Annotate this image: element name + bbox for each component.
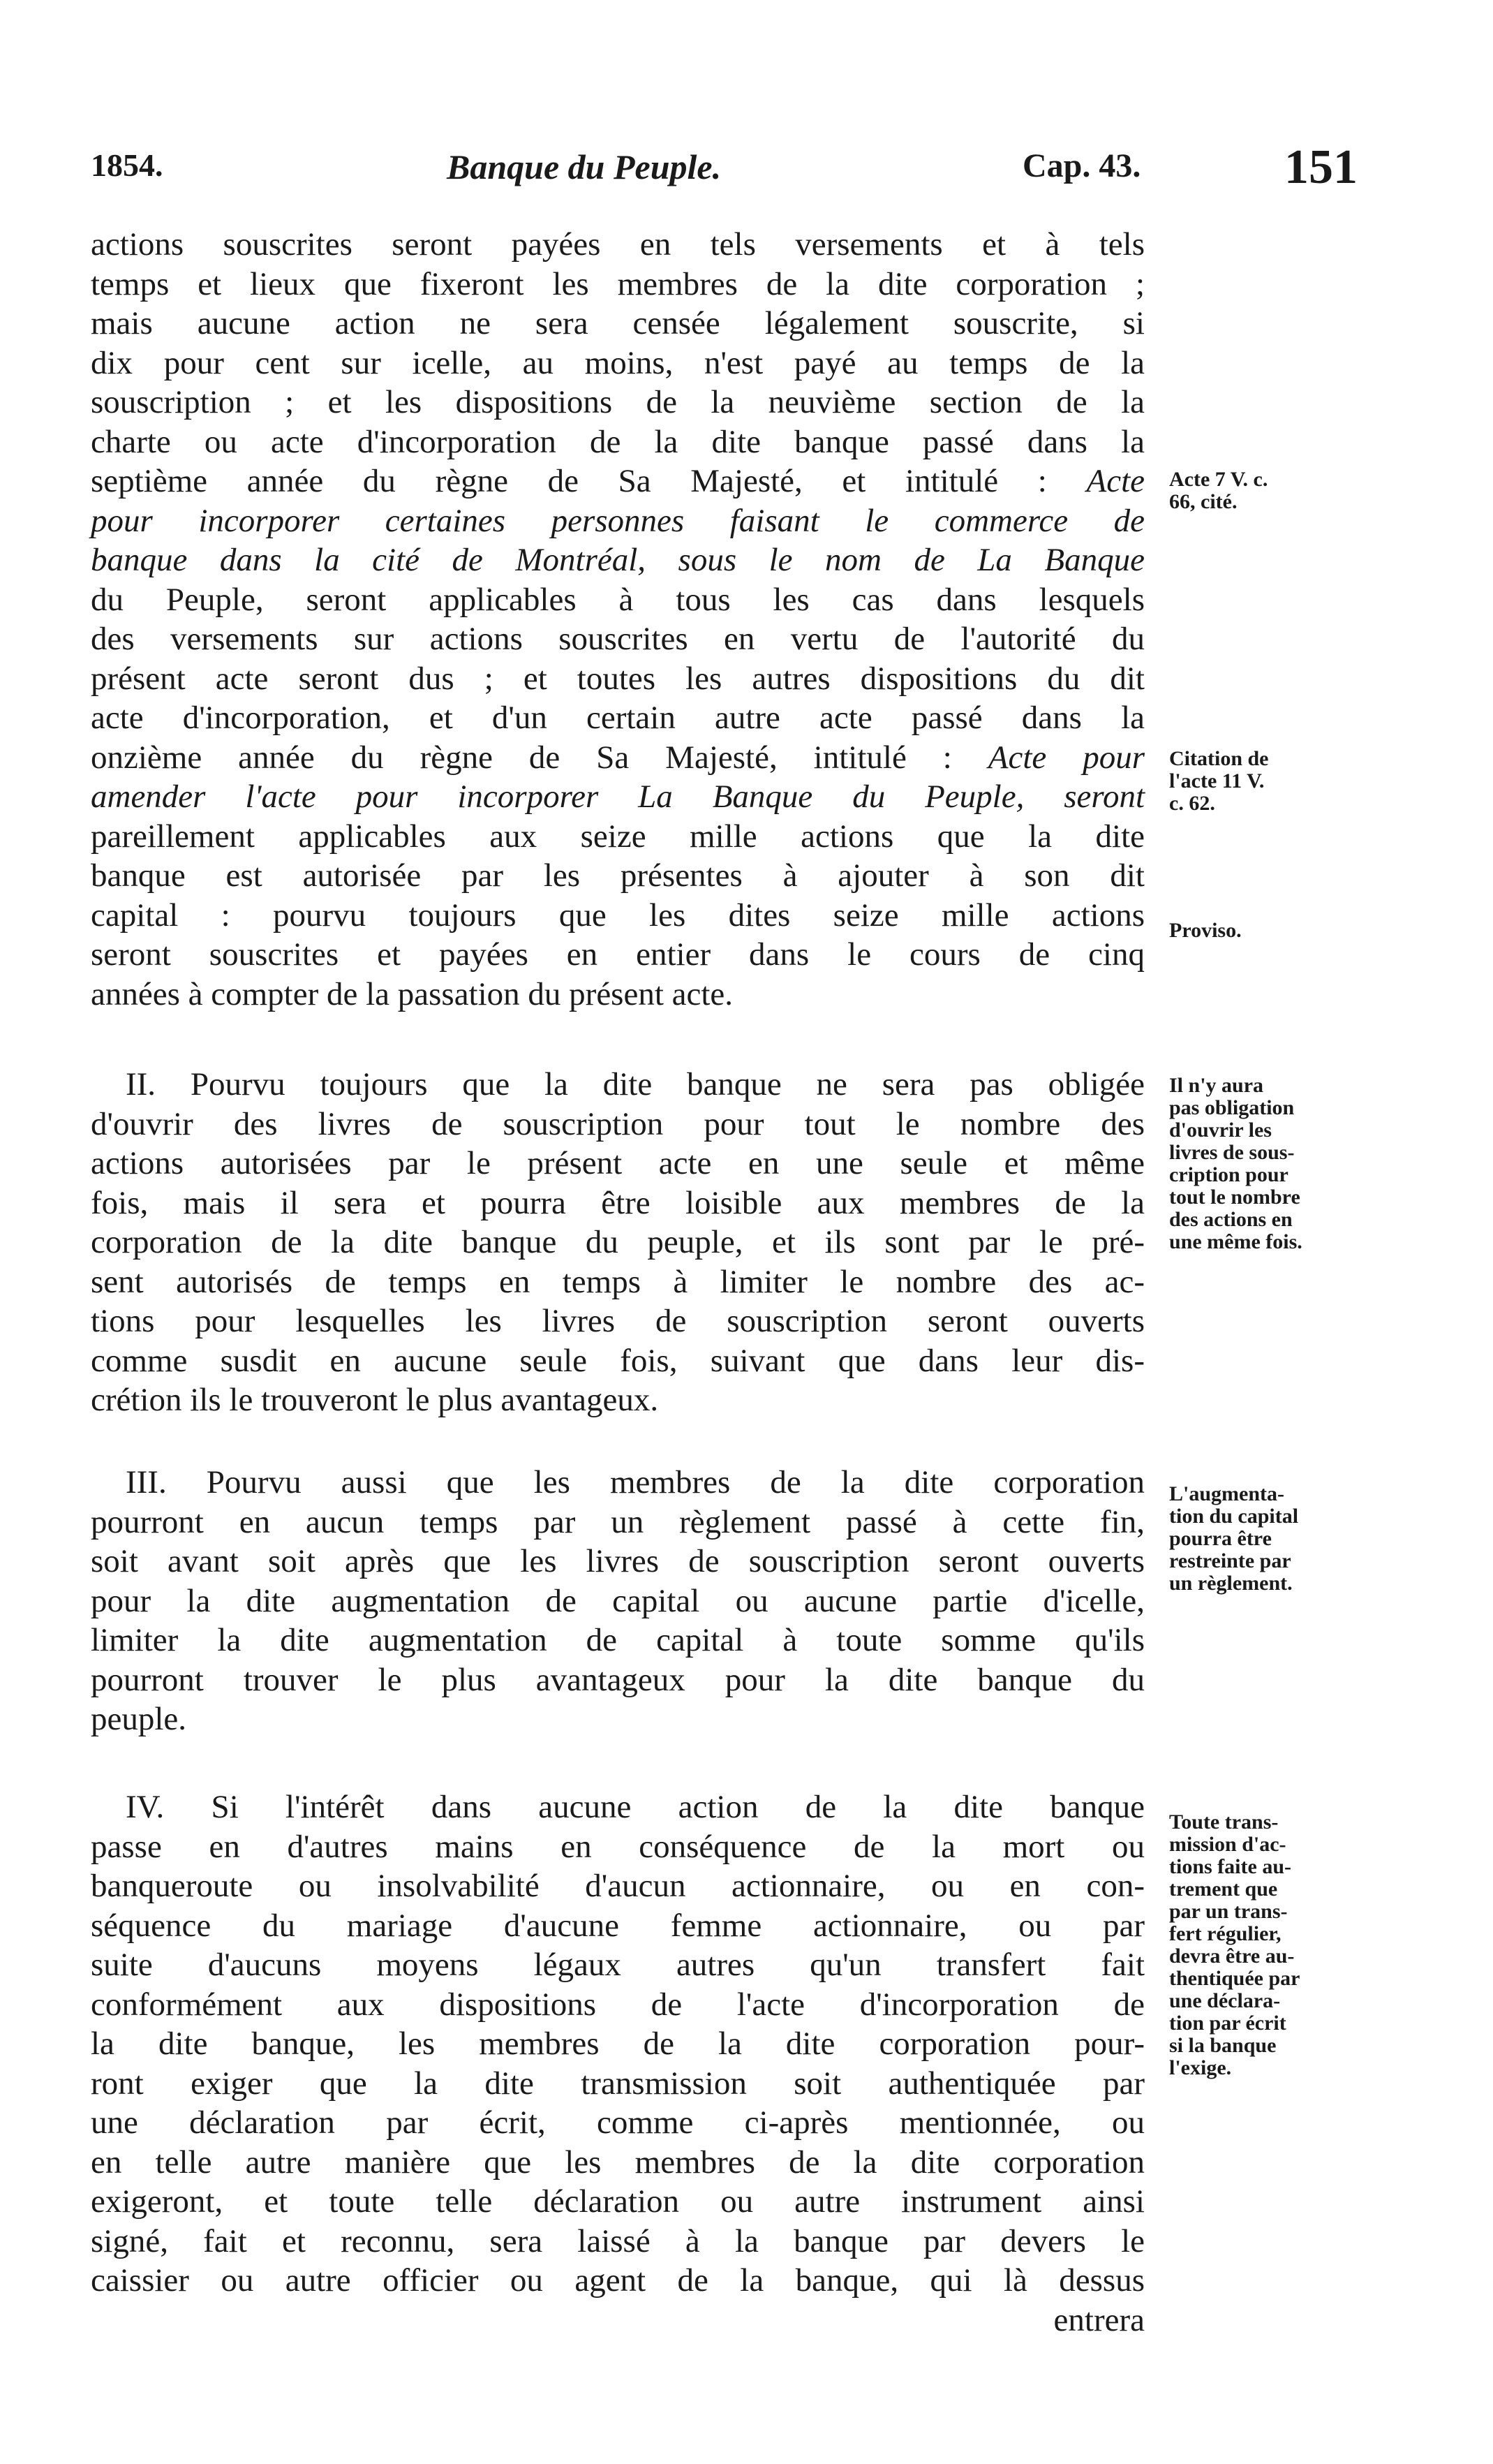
margin-note-livres — [1169, 1075, 1379, 1254]
text-line: banqueroute ou insolvabilité d'aucun actionnaire, ou en con- — [91, 1868, 1145, 1904]
italic-acte: Acte — [1086, 463, 1145, 499]
paragraph-2 — [91, 1065, 1145, 1420]
note-line: Toute trans- — [1169, 1810, 1279, 1834]
text-line: une déclaration par écrit, comme ci-après mentionnée, ou — [91, 2104, 1145, 2141]
text-line: la dite banque, les membres de la dite corporation pour- — [91, 2026, 1145, 2062]
note-line: par un trans- — [1169, 1900, 1288, 1923]
text-line: IV. Si l'intérêt dans aucune action de la dite banque — [126, 1789, 1145, 1825]
note-line: tions faite au- — [1169, 1855, 1291, 1878]
text-line: des versements sur actions souscrites en vertu de l'autorité du — [91, 621, 1145, 657]
note-line: Citation de — [1169, 747, 1269, 770]
text-line: en telle autre manière que les membres de la dite corporation — [91, 2144, 1145, 2181]
text-line: charte ou acte d'incorporation de la dite banque passé dans la — [91, 423, 1145, 460]
note-line: restreinte par — [1169, 1549, 1291, 1572]
note-line: tout le nombre — [1169, 1186, 1300, 1209]
text-line: temps et lieux que fixeront les membres de la dite corporation ; — [91, 265, 1145, 302]
note-line: mission d'ac- — [1169, 1833, 1286, 1856]
text-line: amender l'acte pour incorporer La Banque du Peuple, seront — [91, 779, 1145, 815]
text-line: séquence du mariage d'aucune femme actionnaire, ou par — [91, 1907, 1145, 1944]
text-line: sent autorisés de temps en temps à limiter le nombre des ac- — [91, 1263, 1145, 1300]
catchword: entrera — [1053, 2301, 1145, 2338]
text-line: d'ouvrir des livres de souscription pour tout le nombre des — [91, 1105, 1145, 1142]
page-header — [91, 140, 1382, 196]
note-line: Proviso. — [1169, 919, 1242, 942]
text-line: ront exiger que la dite transmission soit authentiquée par — [91, 2065, 1145, 2102]
text-line: passe en d'autres mains en conséquence de la mort ou — [91, 1828, 1145, 1865]
text-line: caissier ou autre officier ou agent de la banque, qui là dessus — [91, 2262, 1145, 2299]
text-line: fois, mais il sera et pourra être loisible aux membres de la — [91, 1184, 1145, 1221]
text-line: exigeront, et toute telle déclaration ou autre instrument ainsi — [91, 2183, 1145, 2220]
text-line-with-italic — [91, 738, 1145, 778]
note-line: fert régulier, — [1169, 1922, 1282, 1945]
note-line: tion par écrit — [1169, 2012, 1286, 2035]
note-line: c. 62. — [1169, 792, 1215, 815]
text-line: corporation de la dite banque du peuple, et ils sont par le pré- — [91, 1224, 1145, 1260]
text-line: conformément aux dispositions de l'acte d'incorporation de — [91, 1986, 1145, 2023]
page-number: 151 — [1284, 140, 1358, 194]
note-line: trement que — [1169, 1877, 1278, 1901]
note-line: un règlement. — [1169, 1572, 1293, 1595]
text-line: crétion ils le trouveront le plus avantageux. — [91, 1382, 659, 1418]
text-line: pareillement applicables aux seize mille actions que la dite — [91, 818, 1145, 855]
note-line: livres de sous- — [1169, 1141, 1295, 1164]
text-run: septième année du règne de Sa Majesté, et intitulé : — [91, 463, 1047, 499]
note-line: tion du capital — [1169, 1505, 1299, 1528]
margin-note-acte-7 — [1169, 469, 1379, 514]
text-line: suite d'aucuns moyens légaux autres qu'un transfert fait — [91, 1947, 1145, 1983]
note-line: pourra être — [1169, 1527, 1272, 1550]
note-line: thentiquée par — [1169, 1967, 1300, 1990]
note-line: cription pour — [1169, 1163, 1288, 1186]
note-line: une déclara- — [1169, 1989, 1281, 2012]
note-line: d'ouvrir les — [1169, 1119, 1272, 1142]
note-line: 66, cité. — [1169, 490, 1238, 513]
margin-note-transmission — [1169, 1812, 1379, 2080]
text-line: pour incorporer certaines personnes faisant le commerce de — [91, 502, 1145, 539]
text-line: seront souscrites et payées en entier dans le cours de cinq — [91, 936, 1145, 973]
text-line: limiter la dite augmentation de capital à toute somme qu'ils — [91, 1622, 1145, 1658]
text-line: signé, fait et reconnu, sera laissé à la banque par devers le — [91, 2222, 1145, 2259]
text-line: pourront trouver le plus avantageux pour la dite banque du — [91, 1661, 1145, 1698]
header-year: 1854. — [91, 147, 163, 183]
text-line: souscription ; et les dispositions de la neuvième section de la — [91, 384, 1145, 420]
italic-acte-pour: Acte pour — [988, 739, 1145, 776]
text-line: tions pour lesquelles les livres de souscription seront ouverts — [91, 1303, 1145, 1339]
text-line: du Peuple, seront applicables à tous les cas dans lesquels — [91, 581, 1145, 618]
text-line: comme susdit en aucune seule fois, suivant que dans leur dis- — [91, 1342, 1145, 1379]
text-line: pourront en aucun temps par un règlement passé à cette fin, — [91, 1503, 1145, 1540]
text-line: III. Pourvu aussi que les membres de la dite corporation — [126, 1464, 1145, 1500]
text-line-with-italic — [91, 462, 1145, 501]
note-line: pas obligation — [1169, 1096, 1295, 1119]
text-line: pour la dite augmentation de capital ou aucune partie d'icelle, — [91, 1582, 1145, 1619]
paragraph-1 — [91, 225, 1145, 1014]
note-line: l'acte 11 V. — [1169, 769, 1265, 792]
text-line: banque est autorisée par les présentes à ajouter à son dit — [91, 857, 1145, 894]
text-line: peuple. — [91, 1701, 187, 1737]
text-line: dix pour cent sur icelle, au moins, n'est payé au temps de la — [91, 344, 1145, 381]
text-line: capital : pourvu toujours que les dites seize mille actions — [91, 897, 1145, 934]
text-line: soit avant soit après que les livres de souscription seront ouverts — [91, 1543, 1145, 1579]
margin-note-augmentation — [1169, 1484, 1379, 1595]
note-line: L'augmenta- — [1169, 1482, 1284, 1505]
text-line: actions autorisées par le présent acte en une seule et même — [91, 1145, 1145, 1181]
text-line: II. Pourvu toujours que la dite banque ne sera pas obligée — [126, 1066, 1145, 1102]
paragraph-3 — [91, 1463, 1145, 1739]
margin-note-citation — [1169, 748, 1379, 816]
text-run: onzième année du règne de Sa Majesté, intitulé : — [91, 739, 952, 776]
note-line: une même fois. — [1169, 1230, 1302, 1253]
note-line: l'exige. — [1169, 2056, 1232, 2079]
text-line: mais aucune action ne sera censée légalement souscrite, si — [91, 305, 1145, 341]
text-line: actions souscrites seront payées en tels versements et à tels — [91, 226, 1145, 263]
paragraph-4 — [91, 1787, 1145, 2340]
text-line: années à compter de la passation du présent acte. — [91, 975, 734, 1012]
note-line: des actions en — [1169, 1208, 1293, 1231]
note-line: devra être au- — [1169, 1945, 1295, 1968]
margin-note-proviso — [1169, 920, 1379, 943]
note-line: Il n'y aura — [1169, 1074, 1264, 1097]
header-title: Banque du Peuple. — [447, 147, 722, 186]
text-line: banque dans la cité de Montréal, sous le nom de La Banque — [91, 542, 1145, 578]
text-line: acte d'incorporation, et d'un certain autre acte passé dans la — [91, 700, 1145, 736]
text-line: présent acte seront dus ; et toutes les autres dispositions du dit — [91, 660, 1145, 697]
note-line: Acte 7 V. c. — [1169, 468, 1268, 491]
note-line: si la banque — [1169, 2034, 1277, 2057]
header-chapter: Cap. 43. — [1023, 147, 1141, 184]
